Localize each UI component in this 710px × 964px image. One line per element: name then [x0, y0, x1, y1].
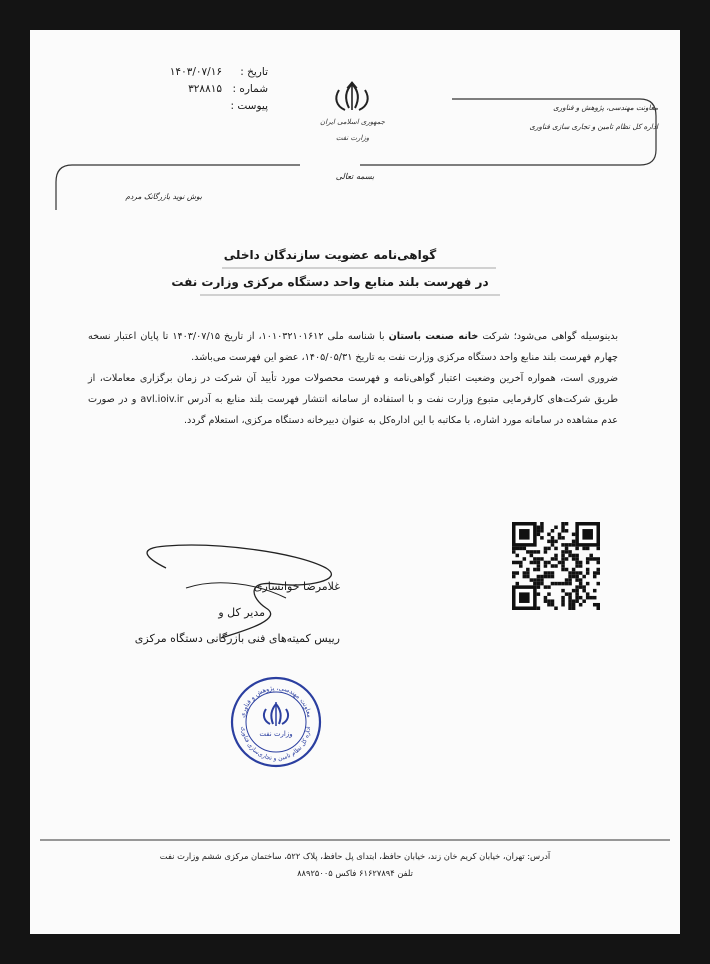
company-name: خانه صنعت باستان: [388, 331, 479, 342]
deputy-line-2: اداره کل نظام تامین و تجاری سازی فناوری: [529, 122, 658, 131]
certificate-title: گواهی‌نامه عضویت سازندگان داخلی: [223, 248, 437, 262]
signatory-role-2: رییس کمیته‌های فنی بازرگانی دستگاه مرکزی: [134, 632, 340, 645]
website-link[interactable]: avl.ioiv.ir: [140, 394, 184, 405]
footer: [100, 848, 610, 882]
letter-body: [88, 326, 618, 431]
stamp-center-text: وزارت نفت: [259, 730, 293, 738]
p2-text-a: ضروری است، همواره آخرین وضعیت اعتبار گواهی‌نامه و فهرست محصولات مورد تأیید آن شرکت در زمان برگزاری معاملات، از طریق شرکت‌های کارفرمایی متبوع وزارت نفت و با استفاده از سامانه انتشار فهرست بلند منابع به آدرس: [88, 373, 618, 405]
signatory-role-1: مدیر کل و: [218, 606, 265, 619]
stamp-emblem-icon: [264, 702, 288, 726]
qr-code: [512, 522, 600, 610]
attachment-label: پیوست :: [230, 100, 268, 112]
paragraph-2: [88, 368, 618, 431]
p1-text-a: بدینوسیله گواهی می‌شود؛ شرکت: [478, 331, 618, 342]
date-label: تاریخ :: [240, 66, 268, 78]
handwritten-note: بوش نوید بازرگانک مردم: [125, 192, 202, 201]
number-label: شماره :: [232, 83, 268, 95]
p2-text-b: و در صورت عدم مشاهده در سامانه مورد اشاره، با مکاتبه با این اداره‌کل به عنوان دبیرخانه دستگاه مرکزی، استعلام گردد.: [88, 394, 618, 426]
certificate-subtitle: در فهرست بلند منابع واحد دستگاه مرکزی وزارت نفت: [171, 275, 489, 289]
number-value: ۳۲۸۸۱۵: [188, 83, 222, 95]
stamp-top-text: معاونت مهندسی، پژوهش و فناوری: [239, 684, 313, 719]
deputy-line-1: معاونت مهندسی، پژوهش و فناوری: [553, 103, 658, 112]
paragraph-1: [88, 326, 618, 368]
footer-phone: تلفن ۶۱۶۲۷۸۹۴ فاکس ۸۸۹۲۵۰۰۵: [297, 868, 413, 878]
emblem-caption-country: جمهوری اسلامی ایران: [320, 118, 385, 126]
date-value: ۱۴۰۳/۰۷/۱۶: [169, 66, 222, 78]
signatory-name: غلامرضا خوانساری: [253, 580, 340, 593]
emblem-caption-ministry: وزارت نفت: [335, 134, 370, 142]
bismillah: بسمه تعالی: [335, 172, 375, 181]
footer-address: آدرس: تهران، خیابان کریم خان زند، خیابان حافظ، ابتدای پل حافظ، پلاک ۵۲۲، ساختمان مرکزی ششم وزارت نفت: [159, 851, 551, 861]
official-stamp: [230, 676, 322, 768]
p1-text-b: با شناسه ملی ۱۰۱۰۳۲۱۰۱۶۱۲، از تاریخ ۱۴۰۳/۰۷/۱۵ تا پایان اعتبار نسخه چهارم فهرست بلند منابع واحد دستگاه مرکزی وزارت نفت به تاریخ ۱۴۰۵/۰۵/۳۱، عضو این فهرست می‌باشد.: [88, 331, 618, 363]
stamp-bottom-text: اداره کل نظام تامین و تجاری‌سازی فناوری: [239, 726, 313, 763]
